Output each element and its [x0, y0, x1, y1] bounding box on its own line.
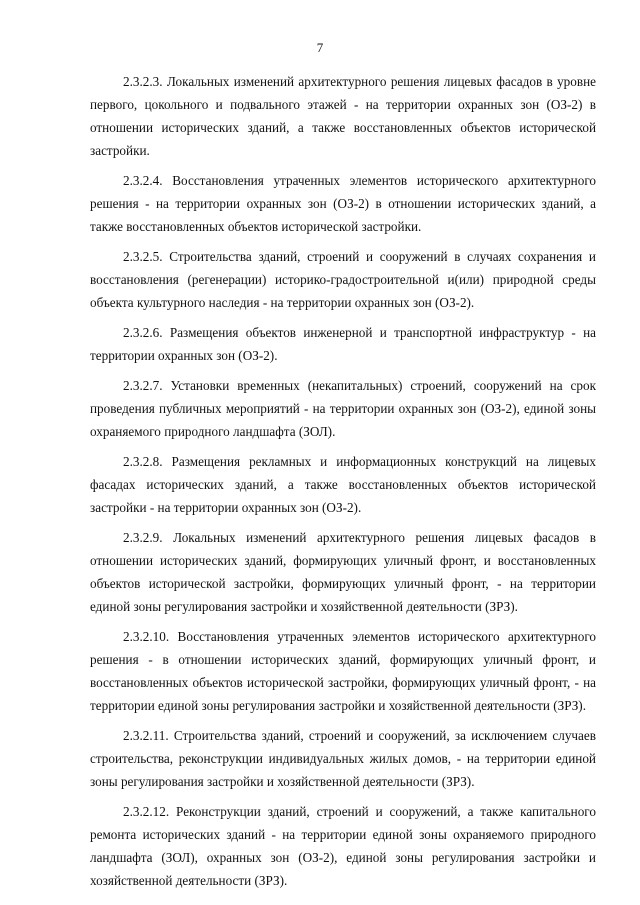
paragraph-2-3-2-11: 2.3.2.11. Строительства зданий, строений и сооружений, за исключением случаев строительства, реконструкции индивидуальных жилых домов, - на территории единой зоны регулирования застройки и хозяйственной деятельности (ЗРЗ). [90, 728, 596, 789]
paragraph-2-3-2-9: 2.3.2.9. Локальных изменений архитектурного решения лицевых фасадов в отношении исторических зданий, формирующих уличный фронт, и восстановленных объектов исторической застройки, формирующих уличный фронт, - на территории единой зоны регулирования застройки и хозяйственной деятельности (ЗРЗ). [90, 530, 596, 614]
paragraph-2-3-2-12: 2.3.2.12. Реконструкции зданий, строений и сооружений, а также капитального ремонта исторических зданий - на территории единой зоны охраняемого природного ландшафта (ЗОЛ), охранных зон (ОЗ-2), единой зоны регулирования застройки и хозяйственной деятельности (ЗРЗ). [90, 804, 596, 888]
page-number: 7 [316, 40, 324, 55]
paragraph-2-3-2-4: 2.3.2.4. Восстановления утраченных элементов исторического архитектурного решения - на территории охранных зон (ОЗ-2) в отношении исторических зданий, а также восстановленных объектов исторической застройки. [90, 173, 596, 234]
paragraph-2-3-2-6: 2.3.2.6. Размещения объектов инженерной и транспортной инфраструктур - на территории охранных зон (ОЗ-2). [90, 325, 596, 363]
paragraph-2-3-2-5: 2.3.2.5. Строительства зданий, строений и сооружений в случаях сохранения и восстановления (регенерации) историко-градостроительной и(или) природной среды объекта культурного наследия - на территории охранных зон (ОЗ-2). [90, 249, 596, 310]
paragraph-2-3-2-3: 2.3.2.3. Локальных изменений архитектурного решения лицевых фасадов в уровне первого, цокольного и подвального этажей - на территории охранных зон (ОЗ-2) в отношении исторических зданий, а также восстановленных объектов исторической застройки. [90, 74, 596, 158]
paragraph-2-3-2-10: 2.3.2.10. Восстановления утраченных элементов исторического архитектурного решения - в отношении исторических зданий, формирующих уличный фронт, и восстановленных объектов исторической застройки, формирующих уличный фронт, - на территории единой зоны регулирования застройки и хозяйственной деятельности (ЗРЗ). [90, 629, 596, 713]
paragraph-2-3-2-7: 2.3.2.7. Установки временных (некапитальных) строений, сооружений на срок проведения публичных мероприятий - на территории охранных зон (ОЗ-2), единой зоны охраняемого природного ландшафта (ЗОЛ). [90, 378, 596, 439]
document-body [90, 70, 596, 899]
paragraph-2-3-2-8: 2.3.2.8. Размещения рекламных и информационных конструкций на лицевых фасадах исторических зданий, а также восстановленных объектов исторической застройки - на территории охранных зон (ОЗ-2). [90, 454, 596, 515]
